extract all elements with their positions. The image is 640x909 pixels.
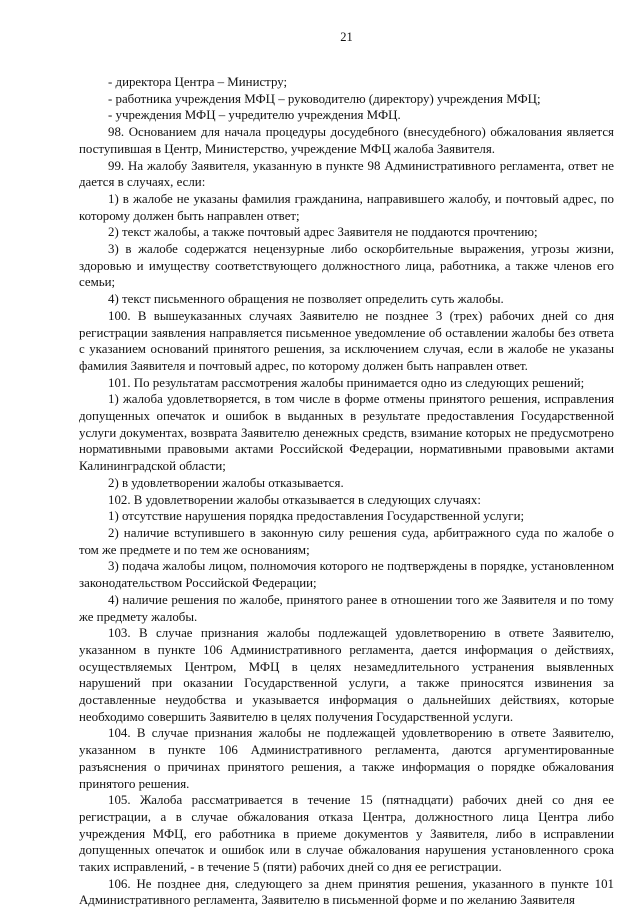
paragraph: 2) текст жалобы, а также почтовый адрес Заявителя не поддаются прочтению; [108,225,538,240]
document-body [79,74,614,909]
paragraph: 2) в удовлетворении жалобы отказывается. [108,475,344,490]
paragraph: 4) наличие решения по жалобе, принятого ранее в отношении того же Заявителя и по тому же предмету жалобы. [79,592,614,624]
paragraph: 3) в жалобе содержатся нецензурные либо оскорбительные выражения, угрозы жизни, здоровью и имуществу соответствующего должностного лица, работника, а также членов его семьи; [79,242,614,290]
paragraph: 106. Не позднее дня, следующего за днем принятия решения, указанного в пункте 101 Административного регламента, Заявителю в письменной форме и по желанию Заявителя [79,876,614,908]
paragraph: 1) отсутствие нарушения порядка предоставления Государственной услуги; [108,509,525,524]
paragraph: 99. На жалобу Заявителя, указанную в пункте 98 Административного регламента, ответ не дается в случаях, если: [79,158,614,190]
paragraph: 104. В случае признания жалобы не подлежащей удовлетворению в ответе Заявителю, указанном в пункте 106 Административного регламента, даются аргументированные разъяснения о причинах принятого решения, а также информация о порядке обжалования принятого решения. [79,726,614,791]
page-number: 21 [340,30,353,44]
paragraph: 102. В удовлетворении жалобы отказывается в следующих случаях: [108,492,481,507]
paragraph: 103. В случае признания жалобы подлежащей удовлетворению в ответе Заявителю, указанном в пункте 106 Административного регламента, дается информация о действиях, осуществляемых Центром, МФЦ в целях незамедлительного устранения выявленных нарушений при оказании Государственной услуги, а также приносятся извинения за доставленные неудобства и указывается информация о дальнейших действиях, которые необходимо совершить Заявителю в целях получения Государственной услуги. [79,626,614,724]
paragraph: 100. В вышеуказанных случаях Заявителю не позднее 3 (трех) рабочих дней со дня регистрации заявления направляется письменное уведомление об оставлении жалобы без ответа с указанием оснований принятого решения, за исключением случая, если в жалобе не указаны фамилия Заявителя и почтовый адрес, по которому должен быть направлен ответ. [79,308,614,373]
paragraph: - работника учреждения МФЦ – руководителю (директору) учреждения МФЦ; [108,91,541,106]
paragraph: 1) жалоба удовлетворяется, в том числе в форме отмены принятого решения, исправления допущенных опечаток и ошибок в выданных в результате предоставления Государственной услуги документах, возврата Заявителю денежных средств, взимание которых не предусмотрено нормативными правовыми актами Российской Федерации, нормативными правовыми актами Калининградской области; [79,392,614,474]
paragraph: 101. По результатам рассмотрения жалобы принимается одно из следующих решений; [108,375,585,390]
paragraph: 2) наличие вступившего в законную силу решения суда, арбитражного суда по жалобе о том же предмете и по тем же основаниям; [79,525,614,557]
paragraph: - директора Центра – Министру; [108,75,288,89]
paragraph: 98. Основанием для начала процедуры досудебного (внесудебного) обжалования является поступившая в Центр, Министерство, учреждение МФЦ жалоба Заявителя. [79,125,614,156]
paragraph: - учреждения МФЦ – учредителю учреждения МФЦ. [108,108,401,123]
paragraph: 4) текст письменного обращения не позволяет определить суть жалобы. [108,292,504,307]
paragraph: 3) подача жалобы лицом, полномочия которого не подтверждены в порядке, установленном законодательством Российской Федерации; [79,559,614,591]
paragraph: 105. Жалоба рассматривается в течение 15 (пятнадцати) рабочих дней со дня ее регистрации, а в случае обжалования отказа Центра, должностного лица Центра либо учреждения МФЦ, его работника в приеме документов у Заявителя, либо в исправлении допущенных опечаток и ошибок или в случае обжалования нарушения установленного срока таких исправлений, - в течение 5 (пяти) рабочих дней со дня ее регистрации. [79,793,614,875]
paragraph: 1) в жалобе не указаны фамилия гражданина, направившего жалобу, и почтовый адрес, по которому должен быть направлен ответ; [79,191,614,223]
